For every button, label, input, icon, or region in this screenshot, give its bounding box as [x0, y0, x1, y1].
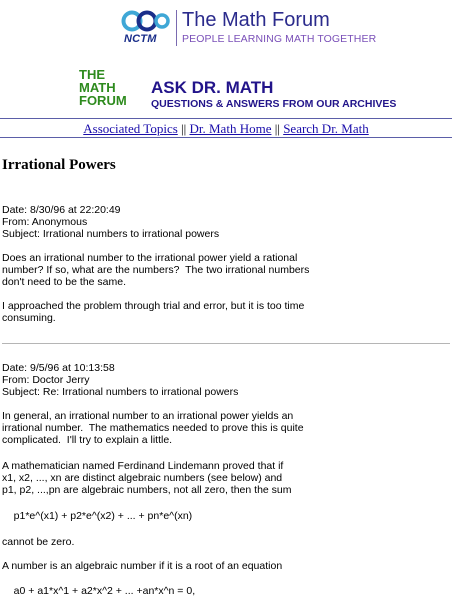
- message1-subject: Subject: Irrational numbers to irrational powers: [2, 228, 220, 240]
- message2-body-line: cannot be zero.: [2, 536, 75, 548]
- message2-subject: Subject: Re: Irrational numbers to irrational powers: [2, 386, 239, 398]
- message1-body-line: Does an irrational number to the irrational power yield a rational: [2, 252, 298, 264]
- nav-link-associated-topics[interactable]: Associated Topics: [83, 121, 178, 136]
- message1-body-line: consuming.: [2, 312, 56, 324]
- nav-link-search-dr-math[interactable]: Search Dr. Math: [283, 121, 369, 136]
- message-divider: [2, 343, 450, 344]
- message2-body-line: p1, p2, ...,pn are algebraic numbers, not all zero, then the sum: [2, 484, 292, 496]
- ask-dr-math-subtitle: QUESTIONS & ANSWERS FROM OUR ARCHIVES: [151, 98, 397, 110]
- site-banner: [0, 0, 452, 56]
- nav-top-rule: [0, 118, 452, 119]
- message2-body-line: A number is an algebraic number if it is a root of an equation: [2, 560, 283, 572]
- message1-date: Date: 8/30/96 at 22:20:49: [2, 204, 121, 216]
- the-math-forum-logo[interactable]: [79, 68, 139, 107]
- message2-body-line: A mathematician named Ferdinand Lindemann proved that if: [2, 460, 284, 472]
- message2-body-line: In general, an irrational number to an irrational power yields an: [2, 410, 294, 422]
- logo-line: MATH: [79, 80, 116, 95]
- message2-formula: p1*e^(x1) + p2*e^(x2) + ... + pn*e^(xn): [2, 510, 193, 522]
- page-title: Irrational Powers: [2, 157, 116, 173]
- message2-body-line: x1, x2, ..., xn are distinct algebraic numbers (see below) and: [2, 472, 283, 484]
- nctm-text: NCTM: [124, 33, 157, 45]
- logo-line: FORUM: [79, 93, 127, 108]
- message2-from: From: Doctor Jerry: [2, 374, 90, 386]
- nav-separator: ||: [274, 121, 280, 136]
- message1-body-line: don't need to be the same.: [2, 276, 127, 288]
- nav-bottom-rule: [0, 137, 452, 138]
- nav-link-dr-math-home[interactable]: Dr. Math Home: [189, 121, 272, 136]
- message2-body-line: complicated. I'll try to explain a little.: [2, 434, 173, 446]
- math-forum-title[interactable]: The Math Forum: [182, 9, 330, 31]
- math-forum-tagline: PEOPLE LEARNING MATH TOGETHER: [182, 33, 377, 45]
- message2-body-line: irrational number. The mathematics needed to prove this is quite: [2, 422, 304, 434]
- message1-body-line: number? If so, what are the numbers? The two irrational numbers: [2, 264, 310, 276]
- banner-divider: [176, 10, 177, 46]
- message1-from: From: Anonymous: [2, 216, 88, 228]
- logo-line: THE: [79, 67, 105, 82]
- nav-separator: ||: [181, 121, 187, 136]
- message2-date: Date: 9/5/96 at 10:13:58: [2, 362, 115, 374]
- ask-dr-math-title[interactable]: ASK DR. MATH: [151, 78, 274, 97]
- nav-bar: [0, 121, 452, 137]
- message2-formula: a0 + a1*x^1 + a2*x^2 + ... +an*x^n = 0,: [2, 585, 196, 597]
- message1-body-line: I approached the problem through trial and error, but it is too time: [2, 300, 305, 312]
